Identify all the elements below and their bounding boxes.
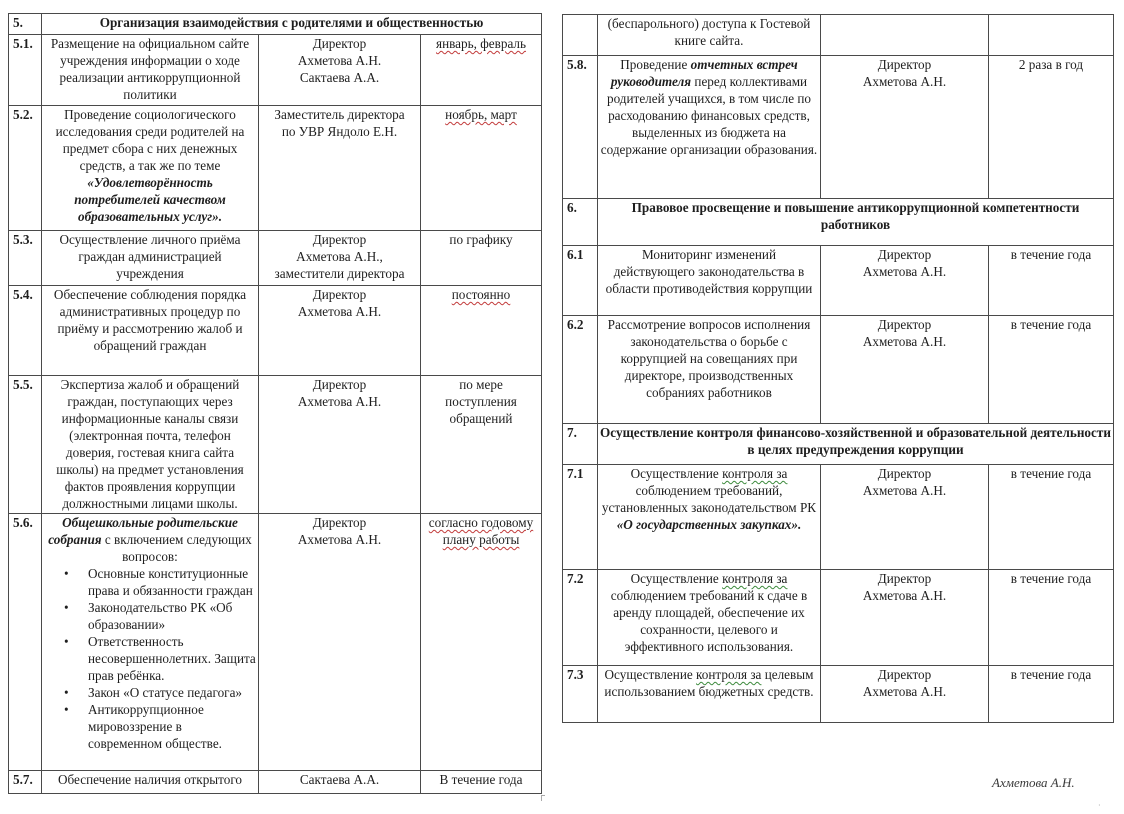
responsible-line: заместители директора bbox=[274, 266, 405, 281]
description-text: соблюдением требований, установленных законодательством РК bbox=[601, 483, 817, 515]
list-item: • Закон «О статусе педагога» bbox=[88, 684, 256, 701]
table-row bbox=[563, 316, 1114, 424]
row-number: 5.4. bbox=[9, 286, 42, 376]
table-row bbox=[9, 376, 542, 514]
description-marked: контроля за bbox=[696, 667, 762, 682]
row-number: 5.8. bbox=[563, 56, 598, 199]
row-deadline: в течение года bbox=[989, 316, 1114, 424]
table-row-continuation bbox=[563, 15, 1114, 56]
row-description bbox=[42, 106, 259, 231]
topics-list bbox=[44, 565, 256, 752]
row-deadline: В течение года bbox=[421, 771, 542, 794]
description-text: Осуществление bbox=[630, 571, 723, 586]
row-number: 5.5. bbox=[9, 376, 42, 514]
row-responsible bbox=[259, 514, 421, 771]
description-text: соблюдением требований к сдаче в аренду площадей, обеспечение их сохранности, целевого и эффективного использования. bbox=[610, 588, 808, 654]
description-text: целевым использованием бюджетных средств. bbox=[604, 667, 814, 699]
description-text: Осуществление bbox=[604, 667, 697, 682]
description-text: Проведение социологического исследования среди родителей на предмет сбора с них денежных средств, а так же по теме bbox=[55, 107, 245, 173]
row-description bbox=[598, 666, 821, 723]
responsible-line: Ахметова А.Н. bbox=[297, 532, 382, 547]
section-header-7 bbox=[563, 424, 1114, 465]
row-deadline bbox=[421, 35, 542, 106]
row-responsible bbox=[821, 465, 989, 570]
description-emphasis: Общешкольные родительские собрания bbox=[48, 515, 238, 547]
deadline-text: постоянно bbox=[451, 287, 511, 302]
responsible-line: Ахметова А.Н. bbox=[297, 394, 382, 409]
responsible-line: по УВР Яндоло Е.Н. bbox=[281, 124, 398, 139]
responsible-line: Директор bbox=[877, 667, 932, 682]
row-responsible bbox=[821, 666, 989, 723]
row-number: 5.3. bbox=[9, 231, 42, 286]
responsible-line: Директор bbox=[877, 247, 932, 262]
responsible-line: Ахметова А.Н. bbox=[862, 684, 947, 699]
responsible-line: Ахметова А.Н., bbox=[296, 249, 383, 264]
row-responsible bbox=[259, 286, 421, 376]
deadline-text: ноябрь, март bbox=[445, 107, 517, 122]
responsible-line: Ахметова А.Н. bbox=[862, 483, 947, 498]
row-description bbox=[598, 56, 821, 199]
row-responsible bbox=[821, 246, 989, 316]
row-description bbox=[42, 514, 259, 771]
responsible-line: Директор bbox=[312, 287, 367, 302]
row-description: Осуществление личного приёма граждан администрацией учреждения bbox=[42, 231, 259, 286]
description-marked: контроля за bbox=[722, 571, 788, 586]
row-description bbox=[598, 465, 821, 570]
row-number: 6.2 bbox=[563, 316, 598, 424]
row-number: 5.6. bbox=[9, 514, 42, 771]
row-number: 5.7. bbox=[9, 771, 42, 794]
row-description: Мониторинг изменений действующего законодательства в области противодействия коррупции bbox=[598, 246, 821, 316]
table-row bbox=[9, 771, 542, 794]
list-item: • Антикоррупционное мировоззрение в современном обществе. bbox=[88, 701, 256, 752]
row-deadline: по графику bbox=[421, 231, 542, 286]
description-text: перед коллективами родителей учащихся, в том числе по расходованию финансовых средств, выделенных из бюджета на содержание организации образования. bbox=[600, 74, 818, 157]
row-description: Экспертиза жалоб и обращений граждан, поступающих через информационные каналы связи (электронная почта, телефон доверия, гостевая книга сайта школы) на предмет установления фактов проявления коррупции должностными лицами школы. bbox=[42, 376, 259, 514]
table-row bbox=[563, 666, 1114, 723]
row-number: 7.3 bbox=[563, 666, 598, 723]
row-description: Обеспечение соблюдения порядка административных процедур по приёму и рассмотрению жалоб и обращений граждан bbox=[42, 286, 259, 376]
section-number: 6. bbox=[563, 199, 598, 246]
table-row bbox=[563, 570, 1114, 666]
responsible-line: Директор bbox=[877, 466, 932, 481]
row-description: Рассмотрение вопросов исполнения законодательства о борьбе с коррупцией на совещаниях при директоре, производственных собраниях работников bbox=[598, 316, 821, 424]
page-corner-mark bbox=[541, 795, 545, 801]
description-marked: контроля за bbox=[722, 466, 788, 481]
row-responsible bbox=[259, 35, 421, 106]
row-deadline bbox=[421, 106, 542, 231]
plan-table-left bbox=[8, 13, 542, 794]
description-text: Осуществление bbox=[630, 466, 723, 481]
row-number: 5.1. bbox=[9, 35, 42, 106]
table-row bbox=[9, 35, 542, 106]
row-deadline: в течение года bbox=[989, 666, 1114, 723]
row-responsible bbox=[821, 316, 989, 424]
row-deadline bbox=[421, 514, 542, 771]
section-title: Правовое просвещение и повышение антикоррупционной компетентности работников bbox=[598, 199, 1114, 246]
responsible-line: Директор bbox=[312, 515, 367, 530]
deadline-text: январь, февраль bbox=[436, 36, 527, 51]
section-header-5 bbox=[9, 14, 542, 35]
row-number bbox=[563, 15, 598, 56]
row-deadline: в течение года bbox=[989, 570, 1114, 666]
row-number: 5.2. bbox=[9, 106, 42, 231]
table-row bbox=[563, 246, 1114, 316]
signature: Ахметова А.Н. bbox=[992, 775, 1075, 790]
row-responsible bbox=[821, 570, 989, 666]
description-text: с включением следующих вопросов: bbox=[101, 532, 252, 564]
row-number: 7.1 bbox=[563, 465, 598, 570]
table-row bbox=[563, 465, 1114, 570]
page-mark: · bbox=[1098, 801, 1101, 810]
description-emphasis: «Удовлетворённость потребителей качеством образовательных услуг». bbox=[74, 175, 226, 224]
section-number: 7. bbox=[563, 424, 598, 465]
responsible-line: Директор bbox=[312, 36, 367, 51]
responsible-line: Ахметова А.Н. bbox=[862, 588, 947, 603]
row-deadline: в течение года bbox=[989, 465, 1114, 570]
section-title: Организация взаимодействия с родителями и общественностью bbox=[42, 14, 542, 35]
responsible-line: Заместитель директора bbox=[274, 107, 405, 122]
responsible-line: Директор bbox=[877, 317, 932, 332]
table-row bbox=[9, 231, 542, 286]
table-row bbox=[9, 286, 542, 376]
list-item: • Основные конституционные права и обязанности граждан bbox=[88, 565, 256, 599]
responsible-line: Сактаева А.А. bbox=[299, 70, 380, 85]
description-emphasis: «О государственных закупках». bbox=[616, 517, 802, 532]
section-header-6 bbox=[563, 199, 1114, 246]
description-emphasis: отчетных встреч руководителя bbox=[610, 57, 798, 89]
row-number: 6.1 bbox=[563, 246, 598, 316]
description-text: Проведение bbox=[620, 57, 691, 72]
section-number: 5. bbox=[9, 14, 42, 35]
responsible-line: Ахметова А.Н. bbox=[297, 53, 382, 68]
row-deadline bbox=[989, 15, 1114, 56]
list-item: • Ответственность несовершеннолетних. Защита прав ребёнка. bbox=[88, 633, 256, 684]
responsible-line: Директор bbox=[877, 571, 932, 586]
row-deadline: в течение года bbox=[989, 246, 1114, 316]
row-responsible bbox=[821, 56, 989, 199]
responsible-line: Ахметова А.Н. bbox=[862, 264, 947, 279]
table-row bbox=[9, 106, 542, 231]
list-item: • Законодательство РК «Об образовании» bbox=[88, 599, 256, 633]
responsible-line: Ахметова А.Н. bbox=[297, 304, 382, 319]
row-responsible: Сактаева А.А. bbox=[259, 771, 421, 794]
deadline-text: согласно годовому плану работы bbox=[428, 515, 534, 547]
responsible-line: Директор bbox=[877, 57, 932, 72]
table-row bbox=[9, 514, 542, 771]
section-title: Осуществление контроля финансово-хозяйственной и образовательной деятельности в целях предупреждения коррупции bbox=[598, 424, 1114, 465]
row-deadline: по мере поступления обращений bbox=[421, 376, 542, 514]
row-responsible bbox=[259, 106, 421, 231]
table-row bbox=[563, 56, 1114, 199]
row-deadline bbox=[421, 286, 542, 376]
row-description: Размещение на официальном сайте учреждения информации о ходе реализации антикоррупционной политики bbox=[42, 35, 259, 106]
row-responsible bbox=[259, 231, 421, 286]
row-deadline: 2 раза в год bbox=[989, 56, 1114, 199]
row-number: 7.2 bbox=[563, 570, 598, 666]
row-description: (беспарольного) доступа к Гостевой книге сайта. bbox=[598, 15, 821, 56]
row-description bbox=[598, 570, 821, 666]
responsible-line: Директор bbox=[312, 377, 367, 392]
responsible-line: Директор bbox=[312, 232, 367, 247]
responsible-line: Ахметова А.Н. bbox=[862, 334, 947, 349]
responsible-line: Ахметова А.Н. bbox=[862, 74, 947, 89]
plan-table-right bbox=[562, 14, 1114, 723]
row-responsible bbox=[821, 15, 989, 56]
row-responsible bbox=[259, 376, 421, 514]
row-description: Обеспечение наличия открытого bbox=[42, 771, 259, 794]
